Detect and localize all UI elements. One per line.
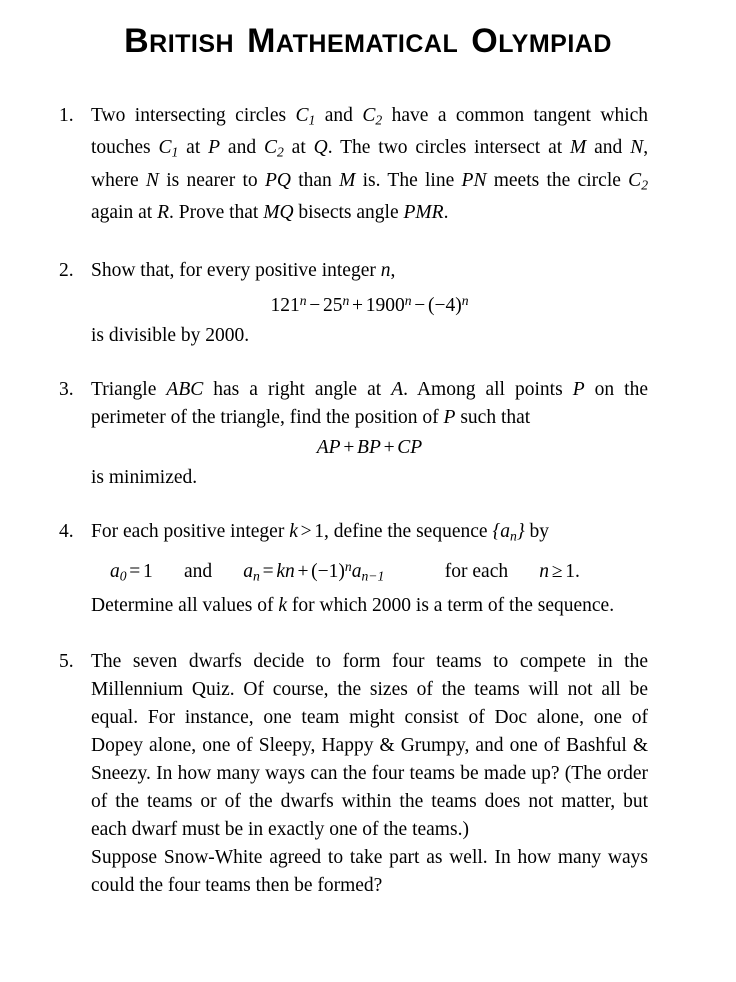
problem-number-1: 1. [59, 105, 74, 126]
p2-exp-1: n [299, 293, 307, 309]
p1-math-P: P [208, 137, 221, 159]
problem-body-3-conclusion: is minimized. [91, 467, 198, 489]
p4-kn: kn [276, 560, 295, 582]
p1-c2-sub: 2 [375, 112, 383, 128]
title-word-british-initial: B [124, 22, 150, 60]
p1-seg-2: and [324, 105, 353, 126]
p3-term-3: CP [397, 437, 423, 459]
problem-2-equation [91, 287, 648, 320]
p3-seg-2: has a right angle at [213, 379, 382, 401]
p3-op-1: + [343, 437, 355, 459]
p3-seg-1: Triangle [91, 379, 157, 401]
p1-math-M: M [570, 137, 587, 159]
problem-item-2 [0, 257, 736, 350]
p2-intro: Show that, for every positive integer [91, 260, 376, 282]
p4-ge: ≥ [551, 560, 563, 582]
problem-body-1 [91, 102, 648, 227]
p1-math-c2c [628, 170, 648, 191]
p1-math-PMR: PMR [403, 202, 444, 224]
problem-number-4: 4. [59, 521, 74, 543]
problem-body-4-conclusion [91, 592, 648, 620]
problem-body-4-intro [91, 518, 648, 550]
p1-seg-4: at [186, 137, 201, 159]
p4-seg-3: by [529, 521, 550, 543]
p1-c2b-letter: C [263, 137, 277, 159]
p2-op-2: + [352, 295, 363, 317]
problem-item-5 [0, 648, 736, 900]
p2-base-1: 121 [270, 295, 300, 317]
p1-seg-10: is nearer to [166, 169, 258, 191]
p2-base-4: (−4) [427, 295, 462, 317]
problem-number-2: 2. [59, 260, 74, 282]
title-word-british-rest: RITISH [149, 30, 235, 58]
p1-c1-letter: C [295, 105, 309, 126]
p3-math-abc: ABC [166, 379, 204, 401]
problem-body-5-para-1: The seven dwarfs decide to form four teams to compete in the Millennium Quiz. Of course, the sizes of the teams will not all be equal. For instance, one team might consist of Doc alone, one of Dopey alone, one of Sleepy, Happy & Grumpy, and one of Bashful & Sneezy. In how many ways can the four teams be made up? (The order of the teams or of the dwarfs within the teams does not matter, but each dwarf must be in exactly one of the teams.) [91, 651, 648, 841]
p1-seg-16: bisects angle [298, 202, 399, 224]
p4-math-seq [492, 521, 524, 542]
p4-val-1: 1 [143, 560, 153, 582]
title-word-olympiad-initial: O [471, 22, 499, 60]
problem-number-5: 5. [59, 651, 74, 673]
p1-math-M2: M [339, 169, 356, 191]
problem-body-2-intro [91, 257, 648, 285]
p4-eq-1: = [129, 560, 141, 582]
p2-exp-2: n [342, 293, 350, 309]
p3-seg-3: . Among all points [403, 379, 563, 401]
p1-c2c-letter: C [628, 169, 642, 191]
problem-number-3: 3. [59, 379, 74, 401]
p4-num-one: 1 [314, 521, 325, 543]
p4-foreach: for each [444, 560, 509, 582]
p2-intro-end: , [390, 260, 396, 282]
p3-math-P: P [572, 379, 585, 401]
p1-seg-9: , where [91, 137, 649, 191]
p2-exp-3: n [404, 293, 412, 309]
p3-term-1: AP [316, 437, 341, 459]
p1-math-PQ: PQ [264, 169, 291, 191]
p1-math-PN: PN [461, 169, 487, 191]
p3-op-2: + [383, 437, 395, 459]
p1-seg-17: . [443, 202, 449, 224]
problem-item-4 [0, 518, 736, 620]
p4-an-sub: n [253, 568, 260, 584]
p1-seg-14: again at [91, 202, 153, 224]
p4-a0 [110, 561, 127, 582]
problem-3-equation [91, 434, 648, 462]
p1-seg-5: and [227, 137, 257, 159]
p4-math-k: k [289, 521, 298, 543]
p4-seq-close: } [516, 521, 525, 543]
p4-nvar: n [539, 560, 550, 582]
problem-body-2-conclusion: is divisible by 2000. [91, 325, 250, 347]
p1-seg-15: . Prove that [168, 202, 259, 224]
p4-seq-sub: n [510, 528, 517, 544]
p1-seg-1: Two intersecting circles [91, 105, 287, 126]
p1-math-c1 [296, 105, 316, 126]
p1-seg-8: and [594, 137, 623, 159]
problem-list [0, 102, 736, 900]
p4-seg-2: , define the sequence [324, 521, 488, 543]
p1-math-c2 [362, 105, 382, 126]
p4-an [243, 561, 260, 582]
title-word-mathematical-rest: ATHEMATICAL [275, 30, 459, 58]
p4-eq-2: = [262, 560, 274, 582]
p1-c1b-letter: C [158, 137, 172, 159]
page-title [0, 20, 736, 65]
problem-item-3 [0, 376, 736, 492]
p4-aprev-sub: n−1 [361, 568, 385, 584]
p4-an-letter: a [243, 560, 254, 582]
p4-concl-2: for which 2000 is a term of the sequence. [291, 595, 615, 617]
p1-math-N2: N [145, 169, 159, 191]
problem-body-5-para-2: Suppose Snow-White agreed to take part as well. In how many ways could the four teams then be formed? [91, 847, 648, 897]
p4-concl-k: k [278, 595, 288, 617]
p4-aprev [352, 561, 385, 582]
p1-c2c-sub: 2 [641, 177, 649, 193]
p4-and: and [183, 560, 213, 582]
p1-seg-6: at [291, 137, 306, 159]
title-word-mathematical [247, 20, 458, 65]
p2-base-3: 1900 [365, 295, 405, 317]
title-word-olympiad [471, 20, 612, 65]
p4-seq-open: {a [492, 521, 510, 543]
p4-concl-1: Determine all values of [91, 595, 274, 617]
p1-c1-sub: 1 [308, 112, 316, 128]
p2-var-n: n [380, 260, 391, 282]
p3-math-P2: P [443, 407, 456, 429]
p1-c2-letter: C [362, 105, 376, 126]
p4-a0-letter: a [110, 560, 120, 582]
p1-c1b-sub: 1 [171, 144, 179, 160]
p1-math-c2b [264, 137, 284, 158]
title-word-mathematical-initial: M [247, 22, 276, 60]
p1-seg-11: than [298, 169, 332, 191]
p4-one-2: 1. [565, 560, 580, 582]
p2-base-2: 25 [322, 295, 343, 317]
p2-op-3: − [414, 295, 426, 317]
p4-sign-exp: n [344, 558, 352, 574]
p1-math-Q: Q [313, 137, 328, 159]
p4-op-gt: > [300, 521, 312, 543]
p2-op-1: − [309, 295, 321, 317]
p4-aprev-letter: a [351, 560, 362, 582]
p1-math-MQ: MQ [263, 202, 294, 224]
p4-a0-sub: 0 [119, 568, 127, 584]
p1-math-c1b [158, 137, 178, 158]
p1-seg-7: . The two circles intersect at [327, 137, 563, 159]
title-word-olympiad-rest: LYMPIAD [498, 30, 612, 58]
p2-exp-4: n [461, 293, 469, 309]
p4-seg-1: For each positive integer [91, 521, 285, 543]
p4-sign: (−1) [311, 560, 345, 582]
p1-seg-3: have a common tangent which touches [91, 105, 649, 159]
p3-math-A: A [391, 379, 404, 401]
p3-seg-5: such that [460, 407, 531, 429]
problem-item-1 [0, 102, 736, 227]
p1-math-N: N [630, 137, 644, 159]
p4-plus: + [297, 560, 309, 582]
problem-body-3-intro [91, 376, 648, 432]
p3-term-2: BP [357, 437, 381, 459]
title-word-british [124, 20, 234, 65]
problem-4-equation [91, 553, 648, 591]
p1-math-R: R [157, 202, 169, 224]
p1-seg-13: meets the circle [493, 169, 621, 191]
p3-seg-4: on the perimeter of the triangle, find the position of [91, 379, 649, 429]
p1-seg-12: is. The line [362, 169, 455, 191]
p1-c2b-sub: 2 [276, 144, 284, 160]
